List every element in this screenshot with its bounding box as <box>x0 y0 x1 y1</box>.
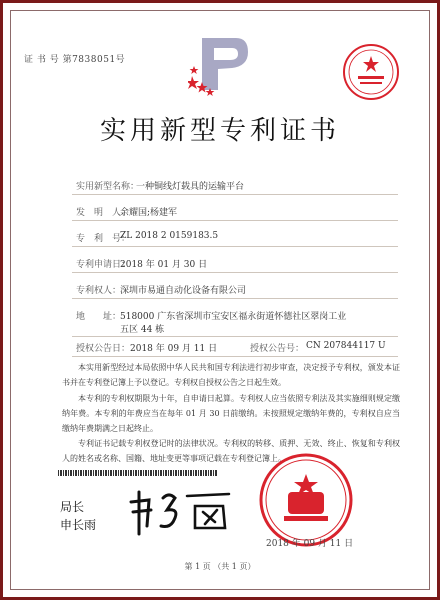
field-label-inventors: 发 明 人： <box>76 208 131 218</box>
field-divider <box>72 220 398 221</box>
field-value-patent-number: ZL 2018 2 0159183.5 <box>120 231 219 241</box>
paragraph-legal-status: 专利证书记载专利权登记时的法律状况。专利权的转移、质押、无效、终止、恢复和专利权人的姓名或名称、国籍、地址变更等事项记载在专利登记簿上。 <box>62 439 400 463</box>
field-label-patent-number: 专 利 号： <box>76 234 131 244</box>
field-value-application-date: 2018 年 01 月 30 日 <box>120 260 208 270</box>
paragraph-grant-statement: 本实用新型经过本局依照中华人民共和国专利法进行初步审查，决定授予专利权，颁发本证书并在专利登记簿上予以登记。专利权自授权公告之日起生效。 <box>62 363 400 387</box>
field-divider <box>72 298 398 299</box>
registration-seal-icon <box>338 42 404 102</box>
field-label-patentee: 专利权人： <box>76 286 122 296</box>
official-seal-icon <box>258 452 354 548</box>
director-signature <box>125 488 235 536</box>
field-divider <box>72 336 398 337</box>
barcode <box>58 470 218 476</box>
field-divider <box>72 272 398 273</box>
field-value-inventors: 余耀国;杨建军 <box>120 208 178 218</box>
certificate-title: 实用新型专利证书 <box>99 116 340 146</box>
field-label-utility-model-name: 实用新型名称： <box>76 182 140 192</box>
field-label-address: 地 址： <box>76 312 122 322</box>
field-value-grant-number: CN 207844117 U <box>306 341 386 351</box>
field-label-grant-date: 授权公告日： <box>76 344 131 354</box>
field-value-utility-model-name: 一种铜线灯载具的运输平台 <box>136 182 245 192</box>
field-label-grant-number: 授权公告号： <box>250 344 305 354</box>
seal-date: 2018 年 09 月 11 日 <box>266 539 354 549</box>
field-divider <box>72 194 398 195</box>
certificate-number: 证 书 号 第7838051号 <box>24 55 126 65</box>
field-value-address-line1: 518000 广东省深圳市宝安区福永街道怀德社区翠岗工业 <box>120 312 347 322</box>
field-label-application-date: 专利申请日： <box>76 260 131 270</box>
field-divider <box>72 246 398 247</box>
field-value-grant-date: 2018 年 09 月 11 日 <box>130 344 218 354</box>
officer-name: 申长雨 <box>60 518 97 532</box>
field-value-patentee: 深圳市易通自动化设备有限公司 <box>120 286 247 296</box>
page-number: 第 1 页 （共 1 页） <box>184 562 256 571</box>
patent-office-logo-icon <box>188 30 252 98</box>
officer-title: 局长 <box>60 500 85 514</box>
field-value-address-line2: 五区 44 栋 <box>120 325 165 335</box>
field-divider <box>72 356 398 357</box>
paragraph-term-and-fees: 本专利的专利权期限为十年，自申请日起算。专利权人应当依照专利法及其实施细则规定缴纳年费。本专利的年费应当在每年 01 月 30 日前缴纳。未按照规定缴纳年费的，专利权自应当缴纳年费期满之日起终止。 <box>62 394 400 433</box>
